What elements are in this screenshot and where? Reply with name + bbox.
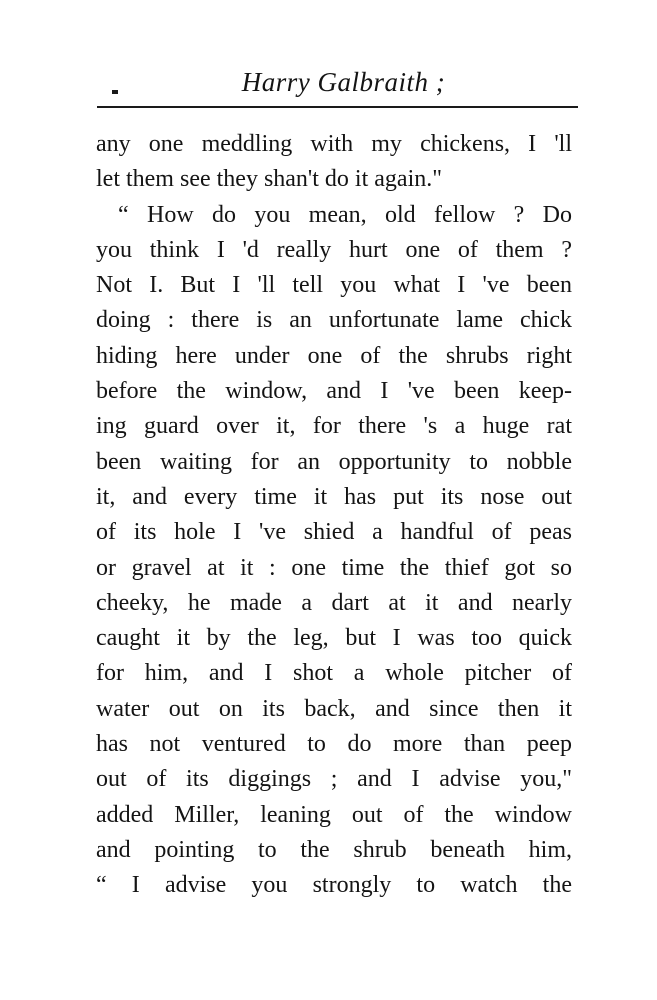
text-line: out of its diggings ; and I advise you," bbox=[96, 766, 572, 793]
text-line: “ I advise you strongly to watch the bbox=[96, 872, 572, 899]
text-line: “ How do you mean, old fellow ? Do bbox=[118, 201, 572, 228]
text-line: before the window, and I 've been keep- bbox=[96, 378, 572, 405]
text-line: added Miller, leaning out of the window bbox=[96, 801, 572, 828]
text-line: has not ventured to do more than peep bbox=[96, 731, 572, 758]
text-line: caught it by the leg, but I was too quick bbox=[96, 625, 572, 652]
text-line: for him, and I shot a whole pitcher of bbox=[96, 660, 572, 687]
header-rule bbox=[97, 106, 578, 108]
running-head-title: Harry Galbraith ; bbox=[241, 67, 446, 97]
text-line: and pointing to the shrub beneath him, bbox=[96, 836, 572, 863]
text-line: any one meddling with my chickens, I 'll bbox=[96, 131, 572, 157]
body-text bbox=[96, 127, 572, 904]
text-line: or gravel at it : one time the thief got so bbox=[96, 554, 572, 581]
text-line: Not I. But I 'll tell you what I 've been bbox=[96, 272, 572, 299]
text-line: cheeky, he made a dart at it and nearly bbox=[96, 589, 572, 616]
text-line: let them see they shan't do it again." bbox=[96, 166, 443, 193]
text-line: ing guard over it, for there 's a huge rat bbox=[96, 413, 572, 440]
text-line: water out on its back, and since then it bbox=[96, 695, 572, 722]
text-line: you think I 'd really hurt one of them ? bbox=[96, 236, 572, 263]
text-line: doing : there is an unfortunate lame chick bbox=[96, 307, 572, 334]
text-line: it, and every time it has put its nose out bbox=[96, 483, 572, 510]
text-line: been waiting for an opportunity to nobble bbox=[96, 448, 572, 475]
text-line: of its hole I 've shied a handful of peas bbox=[96, 519, 572, 546]
text-line: hiding here under one of the shrubs right bbox=[96, 342, 572, 369]
